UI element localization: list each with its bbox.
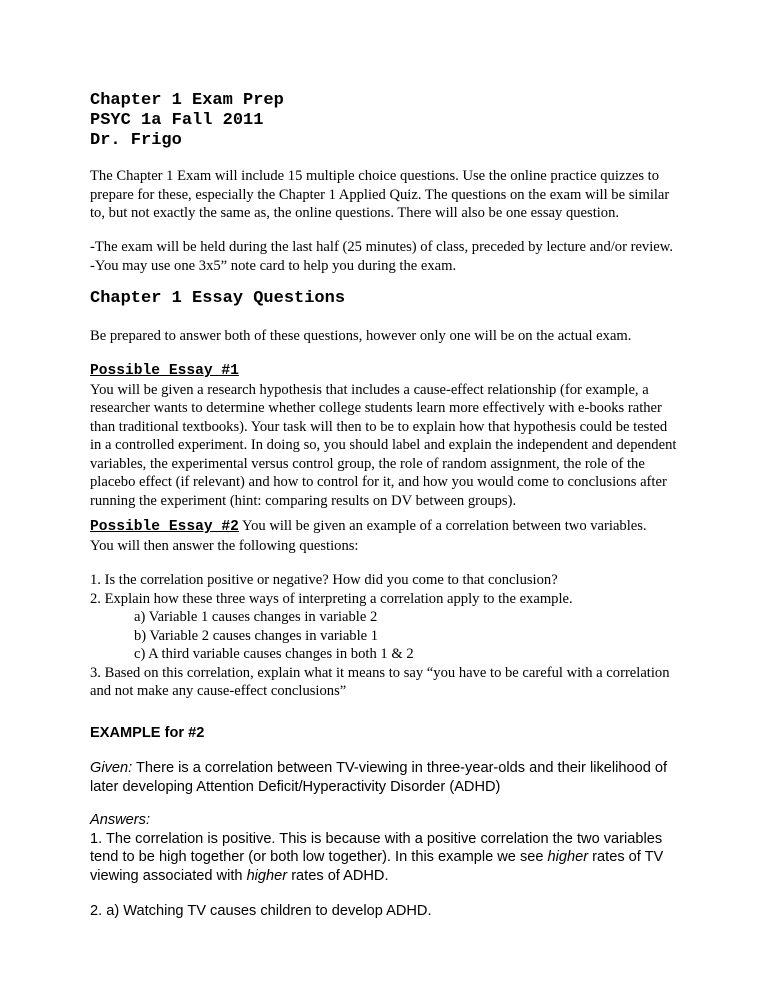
- question-item: 2. Explain how these three ways of interpreting a correlation apply to the example.: [90, 590, 573, 607]
- essay-2: [90, 517, 710, 555]
- text-line: to, but not exactly the same as, the online questions. There will also be one essay question.: [90, 205, 620, 221]
- emphasis: higher: [246, 867, 288, 884]
- example-given: [90, 759, 730, 796]
- text-line: You will be given an example of a correlation between two variables.: [238, 518, 647, 534]
- text-line: There is a correlation between TV-viewing in three-year-olds and their likelihood of: [132, 760, 668, 776]
- question-subitem: b) Variable 2 causes changes in variable 1: [134, 627, 379, 644]
- text-line: rates of TV: [588, 849, 664, 865]
- text-line: You will then answer the following questions:: [90, 537, 359, 554]
- text-line: later developing Attention Deficit/Hyperactivity Disorder (ADHD): [90, 778, 501, 795]
- essay-2-label: Possible Essay #2: [90, 519, 239, 535]
- text-line: running the experiment (hint: comparing results on DV between groups).: [90, 492, 517, 509]
- text-line: and not make any cause-effect conclusions”: [90, 683, 347, 699]
- header-title: Chapter 1 Exam Prep: [90, 91, 284, 110]
- header-instructor: Dr. Frigo: [90, 131, 182, 150]
- intro-paragraph: [90, 167, 710, 223]
- exam-note-item: -The exam will be held during the last half (25 minutes) of class, preceded by lecture and/or review.: [90, 239, 674, 255]
- header-course: PSYC 1a Fall 2011: [90, 111, 264, 130]
- example-heading: EXAMPLE for #2: [90, 725, 205, 741]
- exam-notes: [90, 238, 710, 275]
- document-header: [90, 91, 284, 151]
- text-line: than traditional textbooks). Your task will then to be to explain how that hypothesis could be tested: [90, 418, 668, 435]
- example-answers: [90, 811, 730, 885]
- text-line: viewing associated with: [90, 867, 247, 884]
- exam-note-item: -You may use one 3x5” note card to help you during the exam.: [90, 257, 457, 274]
- text-line: The Chapter 1 Exam will include 15 multiple choice questions. Use the online practice quizzes to: [90, 168, 659, 184]
- question-item: 1. Is the correlation positive or negative? How did you come to that conclusion?: [90, 572, 558, 588]
- answers-label: Answers:: [90, 812, 151, 828]
- text-line: tend to be high together (or both low together). In this example we see: [90, 849, 548, 865]
- essay-section-intro: Be prepared to answer both of these questions, however only one will be on the actual exam.: [90, 328, 632, 344]
- text-line: rates of ADHD.: [287, 867, 389, 884]
- answer-item: 1. The correlation is positive. This is because with a positive correlation the two variables: [90, 830, 663, 847]
- text-line: placebo effect (if relevant) and how to control for it, and how you would come to conclusions after: [90, 474, 667, 490]
- text-line: in a controlled experiment. In doing so, you should label and explain the independent and dependent: [90, 437, 677, 453]
- text-line: researcher wants to determine whether college students learn more effectively with e-books rather: [90, 400, 662, 416]
- essay-2-questions: [90, 571, 710, 701]
- essay-section-heading: Chapter 1 Essay Questions: [90, 289, 346, 308]
- question-subitem: a) Variable 1 causes changes in variable 2: [134, 609, 378, 625]
- question-item: 3. Based on this correlation, explain what it means to say “you have to be careful with a correlation: [90, 664, 670, 681]
- emphasis: higher: [547, 849, 589, 865]
- essay-1-label: Possible Essay #1: [90, 363, 239, 379]
- essay-1: [90, 361, 710, 510]
- text-line: variables, the experimental versus control group, the role of random assignment, the role of the: [90, 455, 645, 472]
- given-label: Given:: [90, 760, 133, 776]
- text-line: prepare for these, especially the Chapter 1 Applied Quiz. The questions on the exam will be similar: [90, 186, 670, 203]
- text-line: You will be given a research hypothesis that includes a cause-effect relationship (for example, a: [90, 381, 649, 398]
- answer-item: 2. a) Watching TV causes children to develop ADHD.: [90, 903, 432, 919]
- question-subitem: c) A third variable causes changes in both 1 & 2: [134, 646, 414, 662]
